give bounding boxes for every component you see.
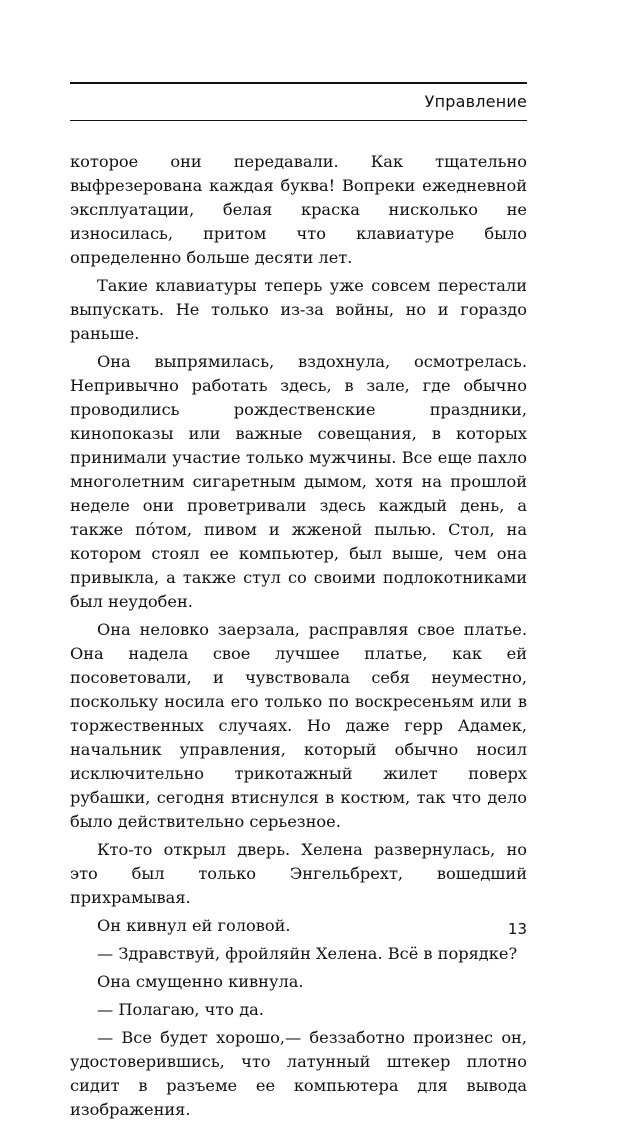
paragraph: Она смущенно кивнула. (97, 972, 304, 991)
dialogue-line: — Все будет хорошо,— беззаботно произнес он, удостоверившись, что латунный штекер плотно сидит в разъеме ее компьютера для вывода изображения. (70, 1028, 527, 1119)
page-number: 13 (507, 920, 527, 938)
dialogue-line: — Полагаю, что да. (97, 1000, 264, 1019)
dialogue-line: — Здравствуй, фройляйн Хелена. Всё в порядке? (97, 944, 518, 963)
body-text (70, 150, 527, 1126)
header-top-rule (70, 82, 527, 84)
paragraph: Такие клавиатуры теперь уже совсем перестали выпускать. Не только из-за войны, но и гораздо раньше. (70, 276, 527, 343)
paragraph: Она неловко заерзала, расправляя свое платье. Она надела свое лучшее платье, как ей посоветовали, и чувствовала себя неуместно, поскольку носила его только по воскресеньям или в торжественных случаях. Но даже герр Адамек, начальник управления, который обычно носил исключительно трикотажный жилет поверх рубашки, сегодня втиснулся в костюм, так что дело было действительно серьезное. (70, 620, 527, 831)
paragraph: Она выпрямилась, вздохнула, осмотрелась. Непривычно работать здесь, в зале, где обычно проводились рождественские праздники, кинопоказы или важные совещания, в которых принимали участие только мужчины. Все еще пахло многолетним сигаретным дымом, хотя на прошлой неделе они проветривали здесь каждый день, а также по́том, пивом и жженой пылью. Стол, на котором стоял ее компьютер, был выше, чем она привыкла, а также стул со своими подлокотниками был неудобен. (70, 352, 527, 611)
paragraph: которое они передавали. Как тщательно выфрезерована каждая буква! Вопреки ежедневной эксплуатации, белая краска нисколько не износилась, притом что клавиатуре было определенно больше десяти лет. (70, 152, 527, 267)
header-bottom-rule (70, 120, 527, 121)
paragraph: Он кивнул ей головой. (97, 916, 291, 935)
running-title: Управление (424, 92, 527, 111)
paragraph: Кто-то открыл дверь. Хелена развернулась, но это был только Энгельбрехт, вошедший прихрамывая. (70, 840, 527, 907)
